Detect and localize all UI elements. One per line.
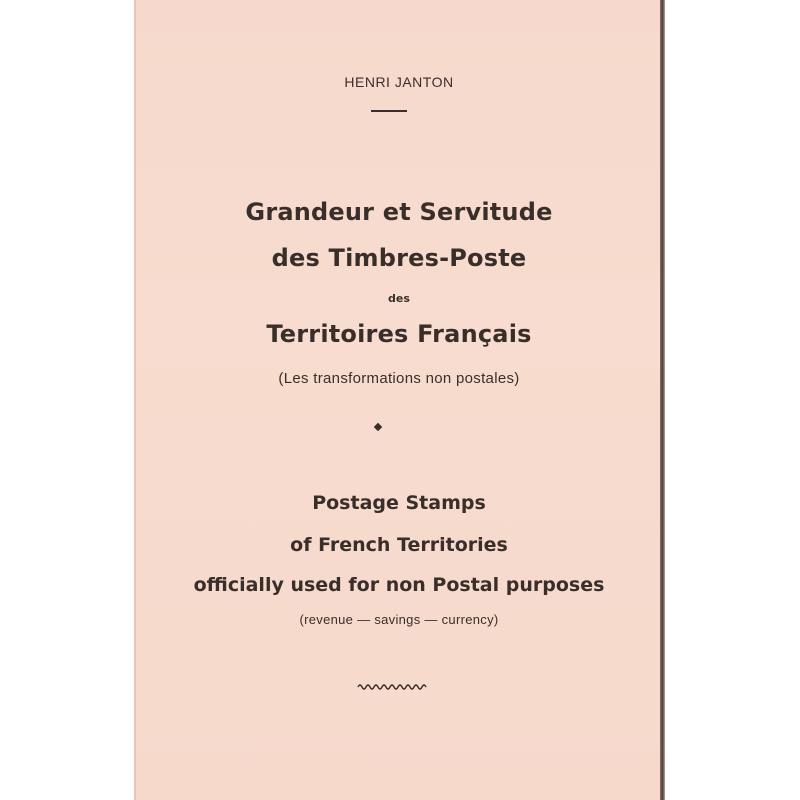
wave-ornament-icon: [357, 681, 429, 691]
french-title-line-3: des: [388, 292, 410, 305]
author-name: HENRI JANTON: [344, 74, 454, 90]
cover-left-edge: [134, 0, 136, 800]
english-title-line-1: Postage Stamps: [312, 492, 486, 514]
french-title-line-1: Grandeur et Servitude: [245, 198, 553, 226]
french-title-line-2: des Timbres-Poste: [271, 244, 527, 272]
french-title-line-4: Territoires Français: [266, 320, 532, 348]
english-title-line-3: officially used for non Postal purposes: [193, 574, 605, 596]
english-subtitle: (revenue — savings — currency): [299, 612, 499, 627]
french-subtitle: (Les transformations non postales): [278, 370, 520, 387]
english-title-line-2: of French Territories: [290, 534, 508, 556]
book-cover: [134, 0, 664, 800]
book-spine-edge: [660, 0, 665, 800]
author-divider: [371, 110, 407, 112]
